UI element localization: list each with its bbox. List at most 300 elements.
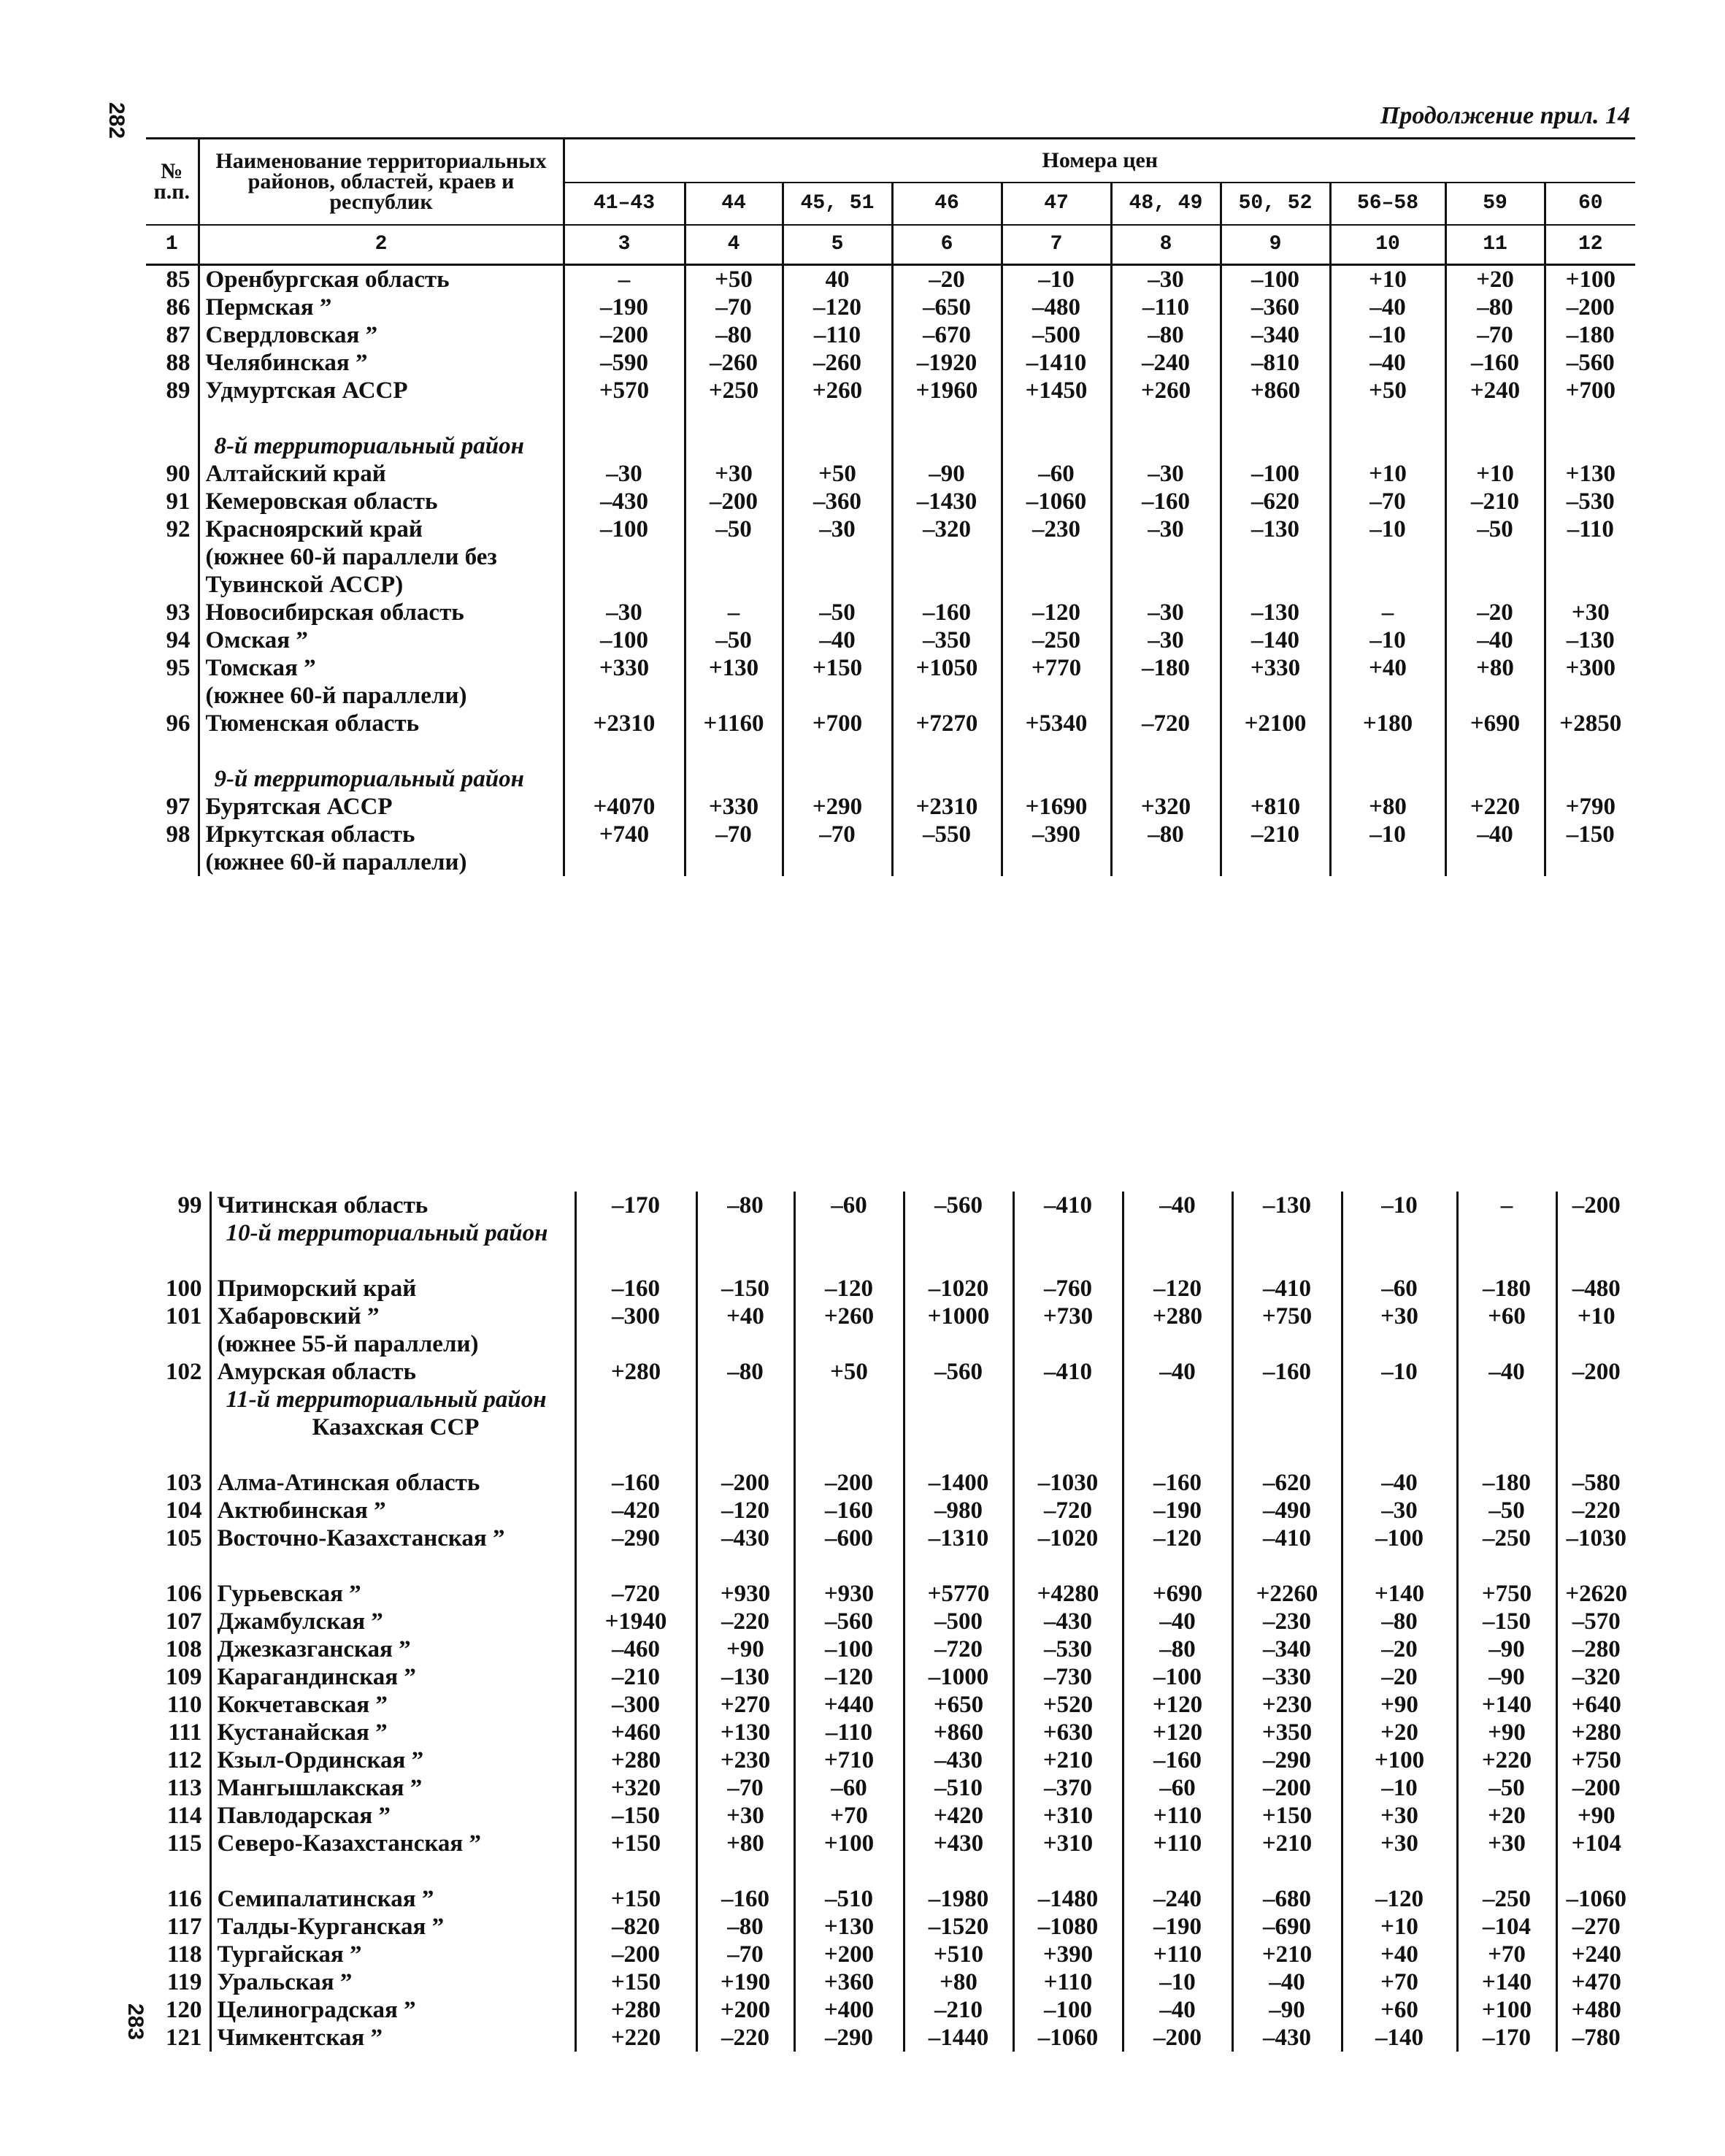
price-table-part-2 <box>146 1192 1635 2052</box>
price-value: +320 <box>1111 793 1221 821</box>
empty-cell <box>1330 571 1445 599</box>
price-value: –170 <box>575 1192 696 1219</box>
row-number: 104 <box>166 1497 202 1524</box>
price-value: –760 <box>1013 1275 1123 1303</box>
price-value: +120 <box>1123 1719 1232 1746</box>
empty-cell <box>1123 1441 1232 1469</box>
price-value: –10 <box>1002 265 1111 294</box>
empty-cell <box>1002 571 1111 599</box>
empty-cell <box>1342 1247 1457 1275</box>
empty-cell <box>696 1413 794 1441</box>
price-value: –80 <box>696 1358 794 1386</box>
region-name: Кемеровская область <box>199 488 564 515</box>
header-prices: Номера цен <box>564 139 1635 183</box>
empty-cell <box>564 543 685 571</box>
empty-cell <box>1221 543 1330 571</box>
table-row <box>146 515 1635 543</box>
empty-cell <box>1457 1857 1556 1885</box>
row-number: 105 <box>166 1525 202 1551</box>
empty-cell <box>1111 737 1221 765</box>
header-price-col: 46 <box>892 183 1002 225</box>
empty-cell <box>904 1219 1013 1247</box>
row-number: 119 <box>166 1969 202 1995</box>
empty-cell <box>1123 1247 1232 1275</box>
price-value: +10 <box>1556 1303 1635 1330</box>
price-value: –430 <box>1232 2024 1342 2052</box>
table-row <box>146 1719 1635 1746</box>
price-value: +350 <box>1232 1719 1342 1746</box>
empty-cell <box>1232 1413 1342 1441</box>
table-row <box>146 1469 1635 1497</box>
price-value: +40 <box>696 1303 794 1330</box>
price-value: –40 <box>1123 1996 1232 2024</box>
price-value: +1000 <box>904 1303 1013 1330</box>
empty-cell <box>575 1441 696 1469</box>
price-value: +710 <box>794 1746 904 1774</box>
price-value: +100 <box>1342 1746 1457 1774</box>
row-number: 96 <box>166 710 191 737</box>
price-value: –1440 <box>904 2024 1013 2052</box>
price-value: +280 <box>575 1358 696 1386</box>
column-number: 9 <box>1221 225 1330 265</box>
price-value: –410 <box>1232 1275 1342 1303</box>
row-number: 91 <box>166 488 191 515</box>
price-value: –270 <box>1556 1913 1635 1941</box>
price-value: –370 <box>1013 1774 1123 1802</box>
region-name: Амурская область <box>210 1358 575 1386</box>
price-value: +1450 <box>1002 377 1111 404</box>
price-value: –720 <box>1111 710 1221 737</box>
table-row <box>146 1358 1635 1386</box>
price-value: –100 <box>1123 1663 1232 1691</box>
price-value: +10 <box>1330 265 1445 294</box>
spacer-row <box>146 737 1635 765</box>
price-value: +130 <box>1545 460 1635 488</box>
price-value: –40 <box>1445 626 1545 654</box>
price-value: +90 <box>1556 1802 1635 1830</box>
price-value: –160 <box>1232 1358 1342 1386</box>
empty-cell <box>1232 1552 1342 1580</box>
price-value: +2850 <box>1545 710 1635 737</box>
price-value: +80 <box>1445 654 1545 682</box>
price-value: –360 <box>783 488 892 515</box>
price-value: –320 <box>1556 1663 1635 1691</box>
empty-cell <box>1232 1219 1342 1247</box>
price-value: +4070 <box>564 793 685 821</box>
price-value: –150 <box>1457 1608 1556 1635</box>
price-value: –390 <box>1002 821 1111 848</box>
price-value: +210 <box>1013 1746 1123 1774</box>
price-value: –160 <box>1111 488 1221 515</box>
table-row <box>146 1996 1635 2024</box>
price-value: –620 <box>1232 1469 1342 1497</box>
row-number: 92 <box>166 516 191 542</box>
row-number-empty <box>146 432 199 460</box>
empty-cell <box>575 1330 696 1358</box>
empty-cell <box>783 765 892 793</box>
header-price-col: 59 <box>1445 183 1545 225</box>
price-value: +1160 <box>685 710 783 737</box>
spacer-row <box>146 1552 1635 1580</box>
region-name: Алма-Атинская область <box>210 1469 575 1497</box>
price-value: –510 <box>904 1774 1013 1802</box>
price-value: –200 <box>696 1469 794 1497</box>
price-value: +220 <box>1457 1746 1556 1774</box>
price-value: +150 <box>1232 1802 1342 1830</box>
empty-cell <box>1002 543 1111 571</box>
price-value: +390 <box>1013 1941 1123 1968</box>
price-value: –680 <box>1232 1885 1342 1913</box>
empty-cell <box>1330 737 1445 765</box>
header-price-col: 44 <box>685 183 783 225</box>
price-value: –120 <box>1123 1275 1232 1303</box>
empty-cell <box>1123 1552 1232 1580</box>
price-value: +470 <box>1556 1968 1635 1996</box>
empty-cell <box>904 1857 1013 1885</box>
price-value: +60 <box>1342 1996 1457 2024</box>
price-value: +750 <box>1556 1746 1635 1774</box>
price-value: +750 <box>1457 1580 1556 1608</box>
table-row <box>146 1774 1635 1802</box>
empty-cell <box>1002 432 1111 460</box>
row-number: 117 <box>166 1914 202 1940</box>
price-value: –130 <box>1232 1192 1342 1219</box>
row-number-empty <box>146 1247 210 1275</box>
price-value: –1520 <box>904 1913 1013 1941</box>
price-value: –280 <box>1556 1635 1635 1663</box>
empty-cell <box>1556 1857 1635 1885</box>
price-value: +260 <box>794 1303 904 1330</box>
empty-cell <box>783 737 892 765</box>
table-row <box>146 1913 1635 1941</box>
region-name: Омская ” <box>199 626 564 654</box>
table-row <box>146 321 1635 349</box>
price-value: +260 <box>1111 377 1221 404</box>
price-value: –330 <box>1232 1663 1342 1691</box>
price-value: –10 <box>1342 1358 1457 1386</box>
row-number: 116 <box>166 1886 202 1912</box>
price-value: +810 <box>1221 793 1330 821</box>
price-value: –120 <box>1123 1524 1232 1552</box>
empty-cell <box>783 571 892 599</box>
table-row <box>146 1524 1635 1552</box>
table-row <box>146 1608 1635 1635</box>
price-value: –240 <box>1123 1885 1232 1913</box>
price-value: –240 <box>1111 349 1221 377</box>
price-value: –420 <box>575 1497 696 1524</box>
section-title: 11-й территориальный район <box>210 1386 575 1413</box>
price-value: –70 <box>696 1941 794 1968</box>
table-row <box>146 1497 1635 1524</box>
price-value: –20 <box>892 265 1002 294</box>
price-value: –1920 <box>892 349 1002 377</box>
price-value: +180 <box>1330 710 1445 737</box>
price-value: +520 <box>1013 1691 1123 1719</box>
price-value: –130 <box>1221 599 1330 626</box>
price-value: +1960 <box>892 377 1002 404</box>
price-value: –40 <box>1342 1469 1457 1497</box>
price-value: +270 <box>696 1691 794 1719</box>
empty-cell <box>210 1552 575 1580</box>
price-value: –320 <box>892 515 1002 543</box>
row-number: 94 <box>166 627 191 653</box>
table-row <box>146 626 1635 654</box>
empty-cell <box>1457 1413 1556 1441</box>
column-number: 8 <box>1111 225 1221 265</box>
price-value: +10 <box>1342 1913 1457 1941</box>
price-value: +790 <box>1545 793 1635 821</box>
price-value: –200 <box>575 1941 696 1968</box>
header-price-col: 41–43 <box>564 183 685 225</box>
price-value: –30 <box>1342 1497 1457 1524</box>
price-value: +2310 <box>892 793 1002 821</box>
price-value: –160 <box>1123 1746 1232 1774</box>
table-row <box>146 1968 1635 1996</box>
table-row <box>146 599 1635 626</box>
price-value: –40 <box>783 626 892 654</box>
price-value: +740 <box>564 821 685 848</box>
price-value: –410 <box>1013 1358 1123 1386</box>
row-number: 100 <box>166 1275 202 1302</box>
price-value: +150 <box>575 1885 696 1913</box>
header-price-col: 50, 52 <box>1221 183 1330 225</box>
price-value: –1430 <box>892 488 1002 515</box>
price-value: –30 <box>564 599 685 626</box>
table-row <box>146 1663 1635 1691</box>
price-value: +640 <box>1556 1691 1635 1719</box>
region-note: (южнее 55-й параллели) <box>210 1330 575 1358</box>
empty-cell <box>794 1552 904 1580</box>
price-value: +90 <box>1342 1691 1457 1719</box>
price-value: +280 <box>575 1996 696 2024</box>
table-row <box>146 294 1635 321</box>
row-number-empty <box>146 1386 210 1413</box>
empty-cell <box>904 1247 1013 1275</box>
empty-cell <box>685 682 783 710</box>
region-name: Красноярский край <box>199 515 564 543</box>
empty-cell <box>1556 1219 1635 1247</box>
price-value: –560 <box>1545 349 1635 377</box>
price-value: +70 <box>794 1802 904 1830</box>
region-name: Кзыл-Ординская ” <box>210 1746 575 1774</box>
header-price-col: 45, 51 <box>783 183 892 225</box>
region-name: Пермская ” <box>199 294 564 321</box>
table-row <box>146 1941 1635 1968</box>
price-value: –530 <box>1545 488 1635 515</box>
empty-cell <box>210 1247 575 1275</box>
section-title: 10-й территориальный район <box>210 1219 575 1247</box>
empty-cell <box>1221 432 1330 460</box>
empty-cell <box>1123 1386 1232 1413</box>
price-value: –190 <box>1123 1497 1232 1524</box>
continuation-caption: Продолжение прил. 14 <box>1380 102 1630 129</box>
note-row <box>146 682 1635 710</box>
price-value: +430 <box>904 1830 1013 1857</box>
row-number: 107 <box>166 1608 202 1635</box>
empty-cell <box>1545 571 1635 599</box>
price-value: –720 <box>904 1635 1013 1663</box>
column-number: 4 <box>685 225 783 265</box>
price-value: –100 <box>794 1635 904 1663</box>
price-value: –180 <box>1457 1275 1556 1303</box>
empty-cell <box>685 848 783 876</box>
price-value: –100 <box>564 515 685 543</box>
row-number: 88 <box>166 350 191 376</box>
price-value: –200 <box>1556 1358 1635 1386</box>
empty-cell <box>892 543 1002 571</box>
price-value: –430 <box>564 488 685 515</box>
region-name: Северо-Казахстанская ” <box>210 1830 575 1857</box>
price-value: –1080 <box>1013 1913 1123 1941</box>
empty-cell <box>1457 1552 1556 1580</box>
empty-cell <box>904 1330 1013 1358</box>
price-value: +50 <box>783 460 892 488</box>
row-number: 106 <box>166 1581 202 1607</box>
empty-cell <box>1556 1247 1635 1275</box>
price-value: –180 <box>1545 321 1635 349</box>
empty-cell <box>1545 765 1635 793</box>
empty-cell <box>1232 1441 1342 1469</box>
empty-cell <box>564 682 685 710</box>
region-name: Актюбинская ” <box>210 1497 575 1524</box>
price-value: –70 <box>685 294 783 321</box>
price-value: +250 <box>685 377 783 404</box>
price-value: +1940 <box>575 1608 696 1635</box>
price-value: –80 <box>685 321 783 349</box>
header-no: № п.п. <box>153 159 191 204</box>
price-value: –560 <box>904 1192 1013 1219</box>
price-value: – <box>564 265 685 294</box>
price-value: – <box>685 599 783 626</box>
row-number: 110 <box>166 1692 202 1718</box>
price-value: +70 <box>1457 1941 1556 1968</box>
empty-cell <box>794 1857 904 1885</box>
region-name: Тюменская область <box>199 710 564 737</box>
price-value: –10 <box>1342 1774 1457 1802</box>
empty-cell <box>783 543 892 571</box>
empty-cell <box>210 1857 575 1885</box>
price-value: +330 <box>1221 654 1330 682</box>
price-value: +440 <box>794 1691 904 1719</box>
price-value: –670 <box>892 321 1002 349</box>
empty-cell <box>794 1386 904 1413</box>
price-value: +30 <box>1342 1303 1457 1330</box>
empty-cell <box>1445 432 1545 460</box>
price-value: –290 <box>1232 1746 1342 1774</box>
table-row <box>146 1885 1635 1913</box>
region-name: Гурьевская ” <box>210 1580 575 1608</box>
price-value: –1020 <box>1013 1524 1123 1552</box>
price-value: +510 <box>904 1941 1013 1968</box>
price-value: –360 <box>1221 294 1330 321</box>
column-number: 11 <box>1445 225 1545 265</box>
page-number-right: 283 <box>123 2003 148 2041</box>
page-number-left: 282 <box>104 101 129 139</box>
price-value: –30 <box>1111 460 1221 488</box>
price-value: +140 <box>1457 1968 1556 1996</box>
empty-cell <box>1330 848 1445 876</box>
empty-cell <box>210 1441 575 1469</box>
price-value: –220 <box>696 2024 794 2052</box>
empty-cell <box>1342 1386 1457 1413</box>
price-value: +360 <box>794 1968 904 1996</box>
column-number: 2 <box>199 225 564 265</box>
price-value: –80 <box>1123 1635 1232 1663</box>
empty-cell <box>685 543 783 571</box>
price-value: +110 <box>1013 1968 1123 1996</box>
empty-cell <box>1342 1552 1457 1580</box>
empty-cell <box>904 1386 1013 1413</box>
price-value: +30 <box>1342 1830 1457 1857</box>
price-value: –10 <box>1330 626 1445 654</box>
empty-cell <box>1330 432 1445 460</box>
price-value: +30 <box>1457 1830 1556 1857</box>
price-value: +230 <box>696 1746 794 1774</box>
price-value: –10 <box>1123 1968 1232 1996</box>
subsection-row <box>146 1413 1635 1441</box>
empty-cell <box>1013 1247 1123 1275</box>
row-number-empty <box>146 682 199 710</box>
price-value: –200 <box>1556 1774 1635 1802</box>
price-value: +630 <box>1013 1719 1123 1746</box>
price-value: +100 <box>1545 265 1635 294</box>
empty-cell <box>1013 1441 1123 1469</box>
price-value: –20 <box>1342 1663 1457 1691</box>
empty-cell <box>564 432 685 460</box>
price-value: –500 <box>1002 321 1111 349</box>
empty-cell <box>575 1219 696 1247</box>
price-value: +140 <box>1457 1691 1556 1719</box>
price-value: –1030 <box>1013 1469 1123 1497</box>
price-value: +750 <box>1232 1303 1342 1330</box>
row-number: 109 <box>166 1664 202 1690</box>
empty-cell <box>1002 404 1111 432</box>
price-value: –100 <box>1342 1524 1457 1552</box>
price-value: +220 <box>575 2024 696 2052</box>
price-value: +5340 <box>1002 710 1111 737</box>
price-value: +10 <box>1330 460 1445 488</box>
table-row <box>146 488 1635 515</box>
price-value: +240 <box>1556 1941 1635 1968</box>
price-value: –200 <box>794 1469 904 1497</box>
price-value: +190 <box>696 1968 794 1996</box>
price-value: –60 <box>1123 1774 1232 1802</box>
price-value: +7270 <box>892 710 1002 737</box>
empty-cell <box>1342 1219 1457 1247</box>
empty-cell <box>696 1330 794 1358</box>
price-value: –180 <box>1111 654 1221 682</box>
empty-cell <box>1221 404 1330 432</box>
price-value: –40 <box>1445 821 1545 848</box>
empty-cell <box>1457 1441 1556 1469</box>
row-number: 120 <box>166 1997 202 2023</box>
table-row <box>146 1303 1635 1330</box>
empty-cell <box>1556 1552 1635 1580</box>
note-row <box>146 848 1635 876</box>
price-value: +730 <box>1013 1303 1123 1330</box>
price-value: –210 <box>904 1996 1013 2024</box>
price-value: +90 <box>696 1635 794 1663</box>
price-value: +330 <box>685 793 783 821</box>
row-number: 97 <box>166 794 191 820</box>
empty-cell <box>564 737 685 765</box>
empty-cell <box>1221 765 1330 793</box>
price-value: +230 <box>1232 1691 1342 1719</box>
price-value: +30 <box>696 1802 794 1830</box>
empty-cell <box>564 404 685 432</box>
price-value: –10 <box>1342 1192 1457 1219</box>
price-value: –70 <box>783 821 892 848</box>
